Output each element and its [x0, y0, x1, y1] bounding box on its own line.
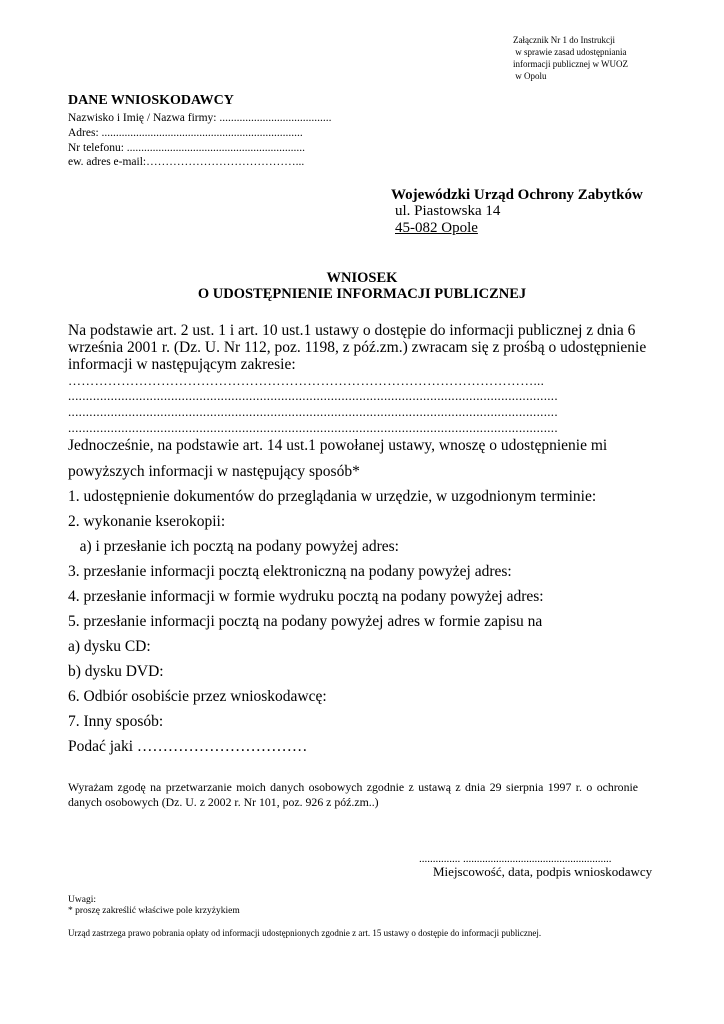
option-5b[interactable]: b) dysku DVD: [68, 663, 164, 680]
option-6[interactable]: 6. Odbiór osobiście przez wnioskodawcę: [68, 688, 327, 705]
option-3[interactable]: 3. przesłanie informacji pocztą elektroniczną na podany powyżej adres: [68, 563, 512, 580]
document-subtitle: O UDOSTĘPNIENIE INFORMACJI PUBLICZNEJ [197, 286, 527, 302]
scope-fill-line[interactable]: .......................................................................................................................................... [68, 388, 558, 403]
recipient-street: ul. Piastowska 14 [395, 203, 501, 219]
applicant-address-field[interactable]: Adres: ...................................................................... [68, 127, 303, 139]
option-2a[interactable]: a) i przesłanie ich pocztą na podany powyżej adres: [68, 538, 399, 555]
document-title: WNIOSEK [326, 270, 398, 286]
scope-fill-line[interactable]: ……………………………………………………………………………………………... [68, 373, 545, 388]
applicant-name-field[interactable]: Nazwisko i Imię / Nazwa firmy: ....................................... [68, 112, 332, 124]
other-method-field[interactable]: Podać jaki …………………………… [68, 738, 308, 755]
signature-field[interactable]: ............... ...................................................... [419, 853, 612, 865]
request-line-2: powyższych informacji w następujący sposób* [68, 463, 360, 480]
option-1[interactable]: 1. udostępnienie dokumentów do przeglądania w urzędzie, w uzgodnionym terminie: [68, 488, 597, 505]
notes-asterisk: * proszę zakreślić właściwe pole krzyżykiem [68, 906, 240, 916]
applicant-phone-field[interactable]: Nr telefonu: .............................................................. [68, 142, 306, 154]
attachment-note: Załącznik Nr 1 do Instrukcji w sprawie zasad udostępniania informacji publicznej w WUOZ w Opolu [513, 35, 629, 81]
notes-fee: Urząd zastrzega prawo pobrania opłaty od informacji udostępnionych zgodnie z art. 15 ustawy o dostępie do informacji publicznej. [68, 928, 542, 938]
option-5a[interactable]: a) dysku CD: [68, 638, 151, 655]
notes-heading: Uwagi: [68, 895, 96, 905]
recipient-city: 45-082 Opole [395, 220, 478, 236]
scope-fill-line[interactable]: .......................................................................................................................................... [68, 420, 558, 435]
option-4[interactable]: 4. przesłanie informacji w formie wydruku pocztą na podany powyżej adres: [68, 588, 544, 605]
applicant-heading: DANE WNIOSKODAWCY [68, 93, 234, 108]
request-line-1: Jednocześnie, na podstawie art. 14 ust.1 powołanej ustawy, wnoszę o udostępnienie mi [68, 437, 608, 454]
option-2[interactable]: 2. wykonanie kserokopii: [68, 513, 226, 530]
consent-text: Wyrażam zgodę na przetwarzanie moich danych osobowych zgodnie z ustawą z dnia 29 sierpnia 1997 r. o ochronie danych osobowych (Dz. U. z 2002 r. Nr 101, poz. 926 z póź.zm..) [68, 780, 638, 809]
recipient-name: Wojewódzki Urząd Ochrony Zabytków [391, 187, 643, 203]
intro-line-3: informacji w następującym zakresie: [68, 356, 296, 373]
applicant-email-field[interactable]: ew. adres e-mail:…………………………………... [68, 156, 305, 168]
intro-line-2: września 2001 r. (Dz. U. Nr 112, poz. 1198, z póź.zm.) zwracam się z prośbą o udostępnienie [68, 339, 647, 356]
intro-line-1: Na podstawie art. 2 ust. 1 i art. 10 ust.1 ustawy o dostępie do informacji publicznej z dnia 6 [68, 322, 636, 339]
scope-fill-line[interactable]: .......................................................................................................................................... [68, 404, 558, 419]
option-7[interactable]: 7. Inny sposób: [68, 713, 164, 730]
option-5[interactable]: 5. przesłanie informacji pocztą na podany powyżej adres w formie zapisu na [68, 613, 543, 630]
signature-label: Miejscowość, data, podpis wnioskodawcy [433, 864, 653, 879]
